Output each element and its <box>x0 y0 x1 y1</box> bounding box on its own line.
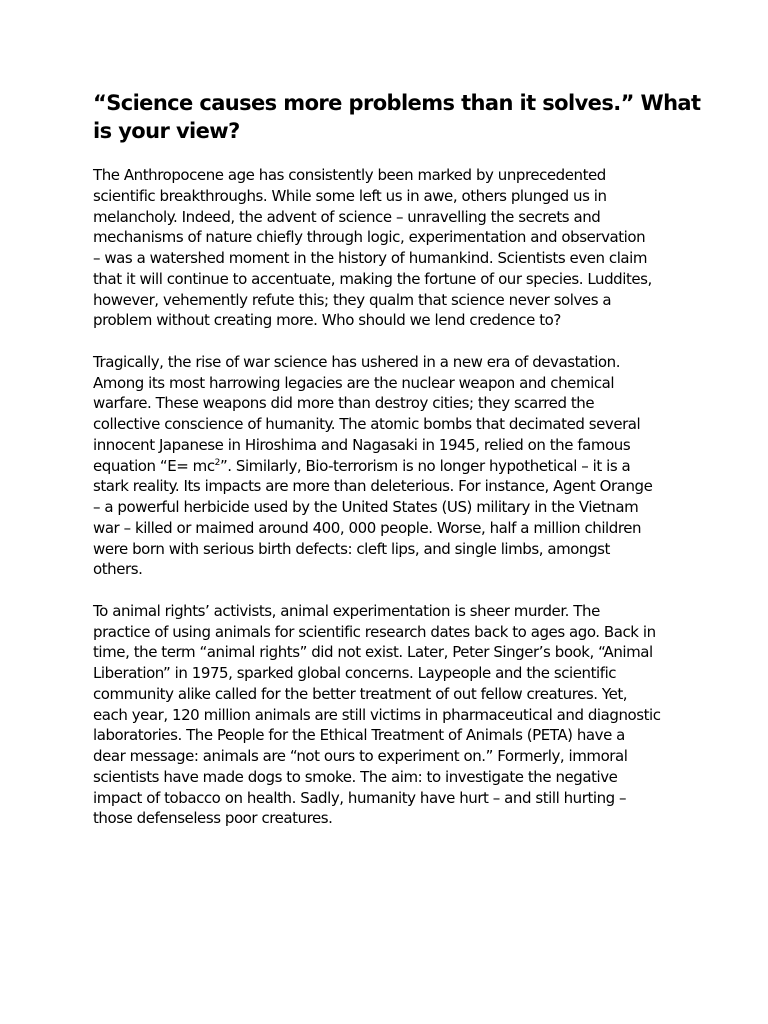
paragraph-introduction <box>93 165 733 331</box>
text-line: those defenseless poor creatures. <box>93 809 333 828</box>
text-line: time, the term “animal rights” did not exist. Later, Peter Singer’s book, “Animal <box>93 643 653 662</box>
text-line: practice of using animals for scientific research dates back to ages ago. Back in <box>93 622 656 641</box>
text-line: stark reality. Its impacts are more than deleterious. For instance, Agent Orange <box>93 477 653 496</box>
text-line: – a powerful herbicide used by the United States (US) military in the Vietnam <box>93 498 639 516</box>
text-line: scientific breakthroughs. While some left us in awe, others plunged us in <box>93 186 607 205</box>
equation-text-after: ”. Similarly, Bio-terrorism is no longer hypothetical – it is a <box>219 456 631 475</box>
text-line: community alike called for the better treatment of out fellow creatures. Yet, <box>93 684 628 703</box>
text-line: dear message: animals are “not ours to experiment on.” Formerly, immoral <box>93 747 628 765</box>
text-line: The Anthropocene age has consistently been marked by unprecedented <box>93 166 606 184</box>
text-line: Liberation” in 1975, sparked global concerns. Laypeople and the scientific <box>93 664 617 682</box>
text-line: others. <box>93 560 143 579</box>
equation-text-before: equation “E= mc <box>93 456 215 475</box>
text-line: warfare. These weapons did more than destroy cities; they scarred the <box>93 394 595 413</box>
text-line: Tragically, the rise of war science has ushered in a new era of devastation. <box>93 352 621 371</box>
text-line: melancholy. Indeed, the advent of science – unravelling the secrets and <box>93 207 601 226</box>
text-line: Among its most harrowing legacies are the nuclear weapon and chemical <box>93 373 615 392</box>
equation-superscript: 2 <box>214 457 220 468</box>
text-line: laboratories. The People for the Ethical Treatment of Animals (PETA) have a <box>93 726 625 745</box>
paragraph-animal-experimentation <box>93 601 733 829</box>
essay-title <box>93 89 713 145</box>
text-line: scientists have made dogs to smoke. The aim: to investigate the negative <box>93 767 618 786</box>
text-line: collective conscience of humanity. The atomic bombs that decimated several <box>93 415 641 433</box>
title-line: is your view? <box>93 119 240 143</box>
text-line: impact of tobacco on health. Sadly, humanity have hurt – and still hurting – <box>93 788 627 807</box>
text-line: that it will continue to accentuate, making the fortune of our species. Luddites, <box>93 269 652 288</box>
text-line: each year, 120 million animals are still victims in pharmaceutical and diagnostic <box>93 705 661 724</box>
equation-line <box>93 456 733 477</box>
text-line: problem without creating more. Who should we lend credence to? <box>93 311 561 330</box>
text-line: mechanisms of nature chiefly through logic, experimentation and observation <box>93 228 646 247</box>
text-line: war – killed or maimed around 400, 000 people. Worse, half a million children <box>93 518 642 537</box>
text-line: To animal rights’ activists, animal experimentation is sheer murder. The <box>93 601 600 620</box>
paragraph-war-science <box>93 352 733 580</box>
text-line: innocent Japanese in Hiroshima and Nagasaki in 1945, relied on the famous <box>93 435 631 454</box>
text-line: were born with serious birth defects: cleft lips, and single limbs, amongst <box>93 539 610 558</box>
text-line: – was a watershed moment in the history of humankind. Scientists even claim <box>93 249 648 267</box>
title-line: “Science causes more problems than it solves.” What <box>93 91 701 115</box>
text-line: however, vehemently refute this; they qualm that science never solves a <box>93 290 612 309</box>
essay-body <box>93 165 733 850</box>
